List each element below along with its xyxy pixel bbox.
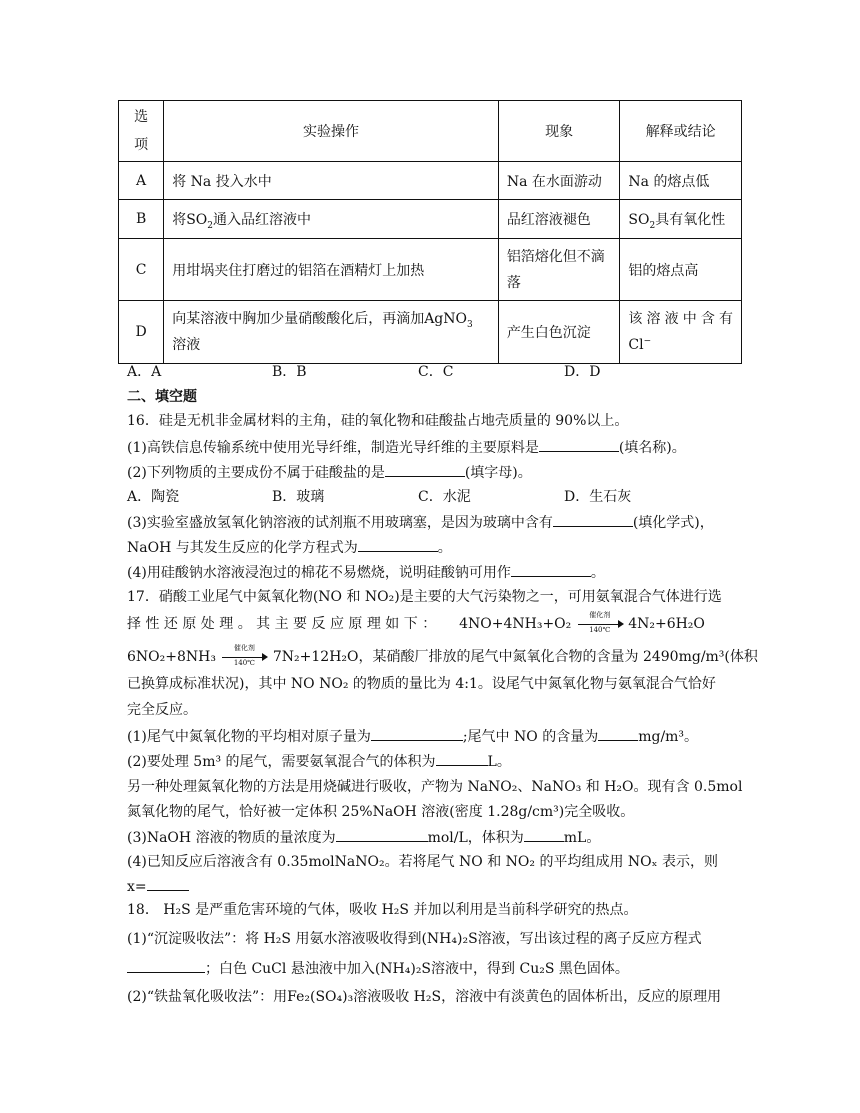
row-phenomenon: 品红溶液褪色	[498, 200, 620, 239]
q17-line3: 6NO₂+8NH₃ 催化剂 140℃ 7N₂+12H₂O，某硝酸厂排放的尾气中氮氧化合物的含量为 2490mg/m³(体积	[127, 644, 758, 667]
row-operation: 将$SO_2$通入品红溶液中	[164, 200, 499, 239]
choice-a: A．A	[127, 364, 162, 380]
q17-line7: 氮氧化物的尾气，恰好被一定体积 25%NaOH 溶液(密度 1.28g/cm³)完全吸收。	[127, 804, 635, 820]
table-row	[119, 162, 742, 200]
equation-1: 4NO+4NH₃+O₂ 催化剂 140℃ 4N₂+6H₂O	[459, 611, 705, 634]
q17-line4: 已换算成标准状况)，其中 NO NO₂ 的物质的量比为 4:1。设尾气中氮氧化物与氨氧混合气恰好	[127, 676, 716, 692]
q17-part4-b: x=	[127, 876, 189, 897]
q18-part1-b: ；白色 CuCl 悬浊液中加入(NH₄)₂S溶液中，得到 Cu₂S 黑色固体。	[127, 958, 629, 979]
header-phenomenon: 现象	[498, 101, 620, 162]
row-operation: 将 Na 投入水中	[164, 162, 499, 200]
q17-part2: (2)要处理 5m³ 的尾气，需要氨氧混合气的体积为 L。	[127, 751, 511, 772]
row-operation: 用坩埚夹住打磨过的铝箔在酒精灯上加热	[164, 239, 499, 301]
q17-line6: 另一种处理氮氧化物的方法是用烧碱进行吸收，产物为 NaNO₂、NaNO₃ 和 H₂O。现有含 0.5mol	[127, 779, 743, 795]
q18-stem: 18． H₂S 是严重危害环境的气体，吸收 H₂S 并加以利用是当前科学研究的热点。	[127, 902, 638, 918]
q16-opt-c: C．水泥	[418, 489, 471, 505]
table-header-row	[119, 101, 742, 162]
q17-line1: 17．硝酸工业尾气中氮氧化物(NO 和 NO₂)是主要的大气污染物之一，可用氨氧混合气体进行选	[127, 589, 722, 605]
q16-opt-a: A．陶瓷	[127, 489, 180, 505]
row-operation: 向某溶液中胸加少量硝酸酸化后，再滴加AgNO$_3$ 溶液	[164, 301, 499, 364]
row-conclusion: $SO_2$具有氧化性	[620, 200, 742, 239]
choice-d: D．D	[564, 364, 601, 380]
q16-opt-b: B．玻璃	[272, 489, 325, 505]
q16-part3: (3)实验室盛放氢氧化钠溶液的试剂瓶不用玻璃塞，是因为玻璃中含有 (填化学式)，	[127, 512, 714, 533]
header-operation: 实验操作	[164, 101, 499, 162]
q16-part2: (2)下列物质的主要成份不属于硅酸盐的是 (填字母)。	[127, 462, 532, 483]
q16-opt-d: D．生石灰	[564, 489, 632, 505]
section-heading: 二、填空题	[127, 389, 197, 405]
q16-part3-b: NaOH 与其发生反应的化学方程式为 。	[127, 537, 452, 558]
q16-part1: (1)高铁信息传输系统中使用光导纤维，制造光导纤维的主要原料是 (填名称)。	[127, 437, 686, 458]
header-conclusion: 解释或结论	[620, 101, 742, 162]
row-phenomenon: 产生白色沉淀	[498, 301, 620, 364]
q18-part1: (1)“沉淀吸收法”：将 H₂S 用氨水溶液吸收得到(NH₄)₂S溶液，写出该过程的离子反应方程式	[127, 931, 702, 947]
row-phenomenon: 铝箔熔化但不滴 落	[498, 239, 620, 301]
row-option: A	[119, 162, 164, 200]
reaction-arrow: 催化剂 140℃	[220, 650, 268, 664]
experiment-table	[118, 100, 742, 364]
header-option: 选 项	[119, 101, 164, 162]
q16-part4: (4)用硅酸钠水溶液浸泡过的棉花不易燃烧，说明硅酸钠可用作 。	[127, 562, 605, 583]
table-row	[119, 200, 742, 239]
q17-part1: (1)尾气中氮氧化物的平均相对原子量为 ;尾气中 NO 的含量为 mg/m³。	[127, 726, 698, 747]
row-phenomenon: Na 在水面游动	[498, 162, 620, 200]
row-conclusion: Na 的熔点低	[620, 162, 742, 200]
q17-part3: (3)NaOH 溶液的物质的量浓度为 mol/L，体积为 mL。	[127, 827, 600, 848]
q17-line5: 完全反应。	[127, 702, 197, 718]
q18-part2: (2)“铁盐氧化吸收法”：用Fe₂(SO₄)₃溶液吸收 H₂S，溶液中有淡黄色的固体析出，反应的原理用	[127, 989, 722, 1005]
row-option: B	[119, 200, 164, 239]
reaction-arrow: 催化剂 140℃	[576, 617, 624, 631]
row-conclusion: 该溶液中含有 Cl−	[620, 301, 742, 364]
q17-line2: 择 性 还 原 处 理 。 其 主 要 反 应 原 理 如 下 ： 4NO+4NH₃+O₂ 催化剂 140℃ 4N₂+6H₂O	[127, 611, 705, 634]
q16-stem: 16．硅是无机非金属材料的主角，硅的氧化物和硅酸盐占地壳质量的 90%以上。	[127, 413, 629, 429]
table-row	[119, 301, 742, 364]
row-option: D	[119, 301, 164, 364]
q17-part4: (4)已知反应后溶液含有 0.35molNaNO₂。若将尾气 NO 和 NO₂ 的平均组成用 NOₓ 表示，则	[127, 854, 718, 870]
table-row	[119, 239, 742, 301]
choice-c: C．C	[418, 364, 454, 380]
choice-b: B．B	[272, 364, 307, 380]
row-conclusion: 铝的熔点高	[620, 239, 742, 301]
row-option: C	[119, 239, 164, 301]
